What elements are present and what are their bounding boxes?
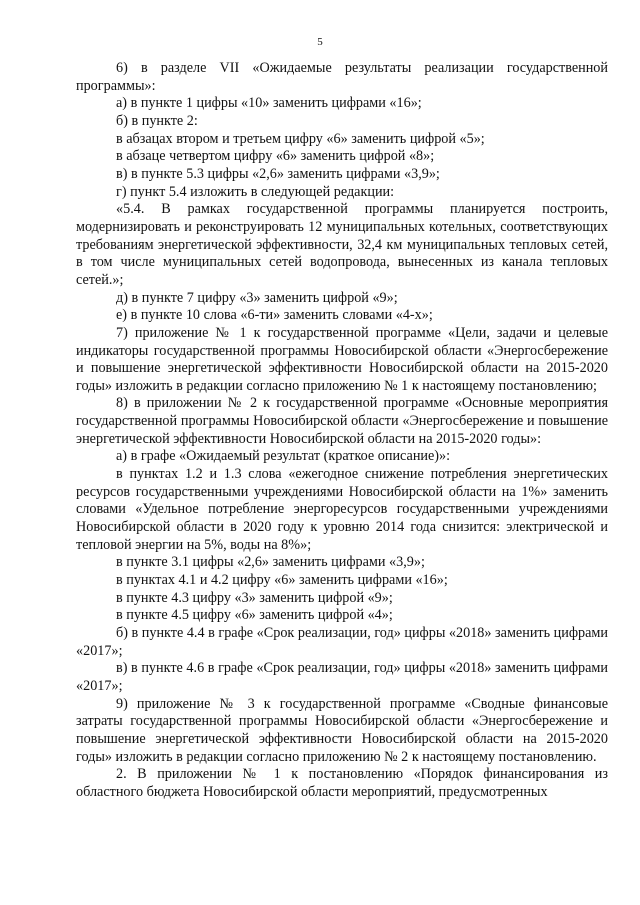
paragraph: в) в пункте 5.3 цифры «2,6» заменить цифрами «3,9»;	[116, 165, 440, 182]
paragraph: 6) в разделе VII «Ожидаемые результаты реализации государственной программы»:	[76, 60, 608, 94]
paragraph: д) в пункте 7 цифру «3» заменить цифрой «9»;	[116, 289, 398, 306]
paragraph: а) в графе «Ожидаемый результат (краткое описание)»:	[116, 448, 451, 465]
page-number: 5	[317, 36, 323, 48]
paragraph: в пунктах 4.1 и 4.2 цифру «6» заменить цифрами «16»;	[116, 572, 448, 589]
paragraph: в абзаце четвертом цифру «6» заменить цифрой «8»;	[116, 148, 435, 165]
paragraph: 7) приложение № 1 к государственной программе «Цели, задачи и целевые индикаторы государственной программы Новосибирской области «Энергосбережение и повышение энергетической эффективности Новосибирской области на 2015-2020 годы» изложить в редакции согласно приложению № 1 к настоящему постановлению;	[76, 324, 608, 394]
paragraph: г) пункт 5.4 изложить в следующей редакции:	[116, 183, 395, 200]
paragraph: 8) в приложении № 2 к государственной программе «Основные мероприятия государственной программы Новосибирской области «Энергосбережение и повышение энергетической эффективности Новосибирской области на 2015-2020 годы»:	[76, 395, 608, 447]
paragraph: в пункте 4.5 цифру «6» заменить цифрой «4»;	[116, 607, 393, 624]
document-body	[76, 60, 608, 802]
paragraph: в пунктах 1.2 и 1.3 слова «ежегодное снижение потребления энергетических ресурсов государственными учреждениями Новосибирской области на 1%» заменить словами «Удельное потребление энергоресурсов государственными учреждениями Новосибирской области в 2020 году к уровню 2014 года снизится: электрической и тепловой энергии на 5%, воды на 8%»;	[76, 466, 608, 553]
paragraph: а) в пункте 1 цифры «10» заменить цифрами «16»;	[116, 95, 422, 112]
paragraph: 2. В приложении № 1 к постановлению «Порядок финансирования из областного бюджета Новосибирской области мероприятий, предусмотренных	[76, 766, 608, 800]
paragraph: в пункте 4.3 цифру «3» заменить цифрой «9»;	[116, 589, 393, 606]
paragraph: в абзацах втором и третьем цифру «6» заменить цифрой «5»;	[116, 130, 485, 147]
paragraph: в пункте 3.1 цифры «2,6» заменить цифрами «3,9»;	[116, 554, 425, 571]
paragraph: в) в пункте 4.6 в графе «Срок реализации, год» цифры «2018» заменить цифрами «2017»;	[76, 660, 608, 694]
paragraph: б) в пункте 2:	[116, 112, 198, 129]
paragraph: «5.4. В рамках государственной программы планируется построить, модернизировать и реконструировать 12 муниципальных котельных, соответствующих требованиям энергетической эффективности, 32,4 км муниципальных тепловых сетей, в том числе муниципальных сетей водопровода, вынесенных из канала тепловых сетей.»;	[76, 201, 608, 288]
paragraph: е) в пункте 10 слова «6-ти» заменить словами «4-х»;	[116, 307, 433, 324]
paragraph: 9) приложение № 3 к государственной программе «Сводные финансовые затраты государственной программы Новосибирской области «Энергосбережение и повышение энергетической эффективности Новосибирской области на 2015-2020 годы» изложить в редакции согласно приложению № 2 к настоящему постановлению.	[76, 695, 608, 765]
paragraph: б) в пункте 4.4 в графе «Срок реализации, год» цифры «2018» заменить цифрами «2017»;	[76, 625, 608, 659]
